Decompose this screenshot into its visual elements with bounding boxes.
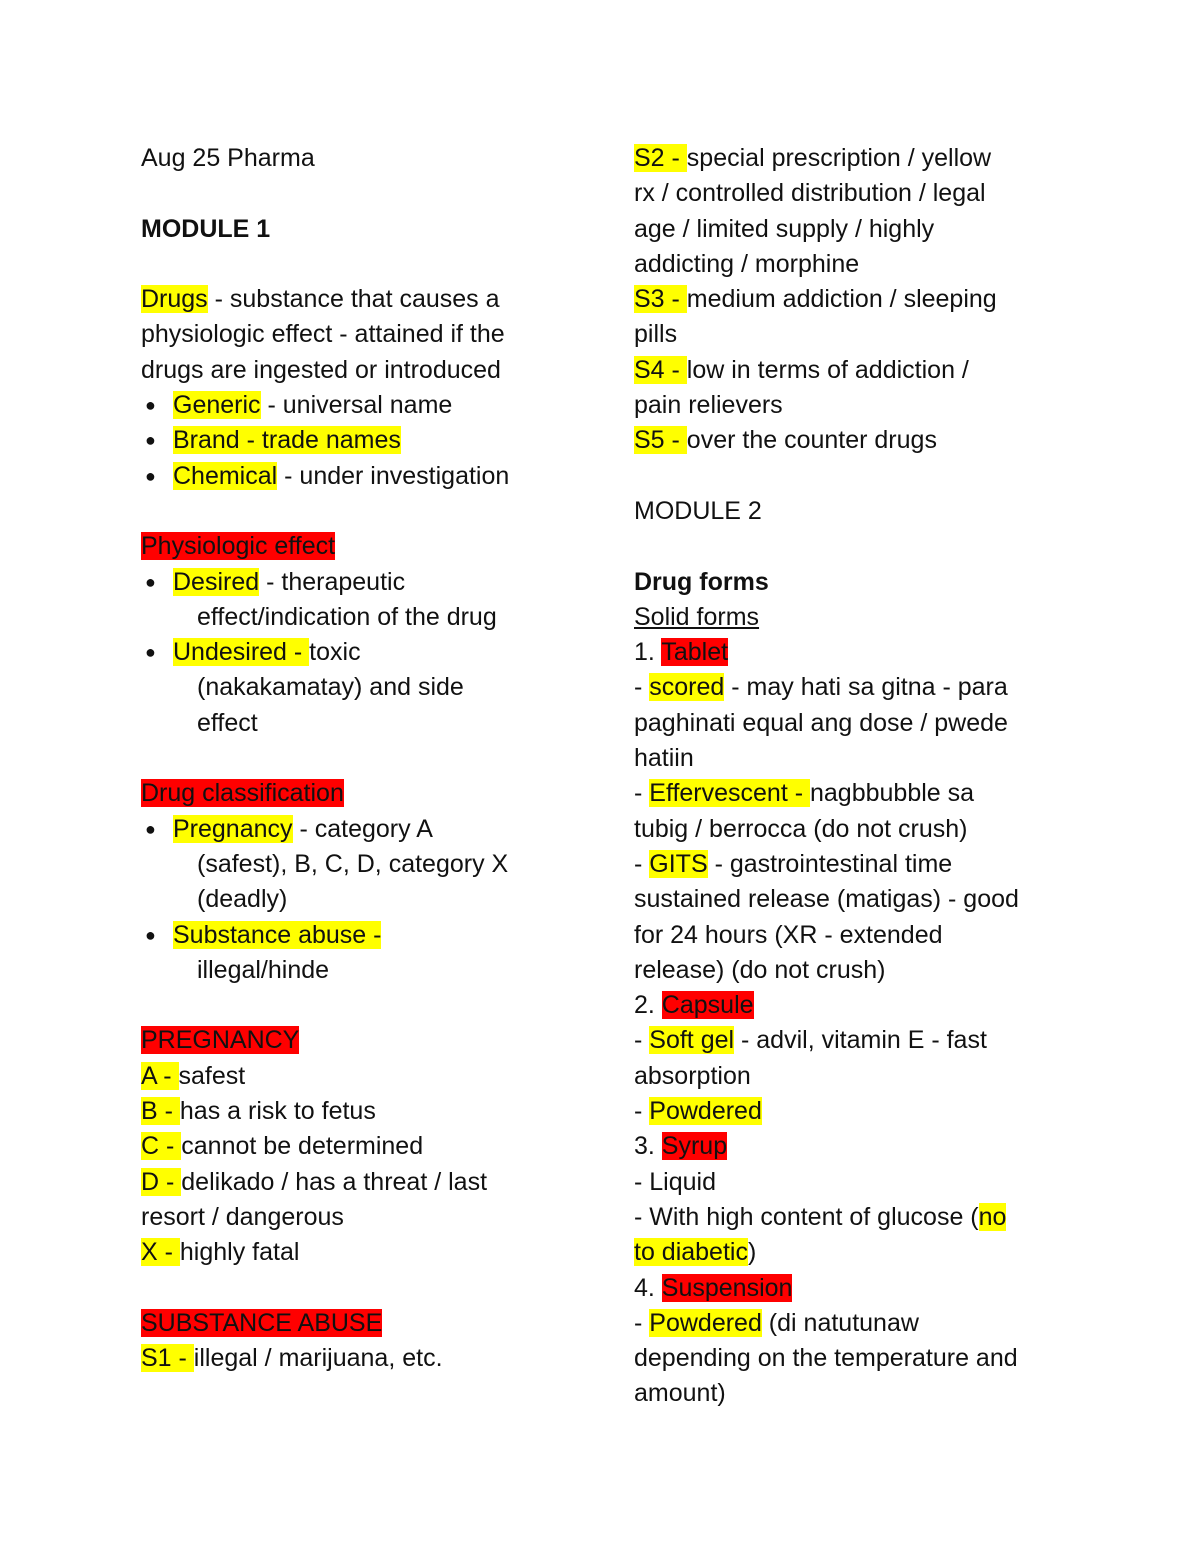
page-title: Aug 25 Pharma	[141, 144, 315, 172]
capsule-powdered: - Powdered	[634, 1097, 762, 1126]
pregnancy-item-x: X - highly fatal	[141, 1238, 300, 1267]
bullet-pregnancy: ● Pregnancy - category A	[141, 812, 591, 847]
module-1-heading: MODULE 1	[141, 214, 271, 243]
undesired-cont-1: (nakakamatay) and side	[197, 673, 464, 702]
bullet-substance-abuse: ● Substance abuse -	[141, 918, 591, 953]
bullet-undesired: ● Undesired - toxic	[141, 635, 591, 670]
tablet-gits-line-2: sustained release (matigas) - good	[634, 885, 1019, 914]
schedule-s2-line-4: addicting / morphine	[634, 249, 860, 278]
tablet-gits-line-3: for 24 hours (XR - extended	[634, 920, 943, 949]
pregnancy-item-c: C - cannot be determined	[141, 1132, 424, 1161]
drug-forms-heading: Drug forms	[634, 567, 769, 596]
bullet-chemical: ● Chemical - under investigation	[141, 459, 591, 494]
drug-classification-heading: Drug classification	[141, 779, 344, 808]
schedule-s2: S2 - special prescription / yellow	[634, 144, 992, 172]
suspension-powdered: - Powdered (di natutunaw	[634, 1308, 919, 1337]
tablet-scored-line-3: hatiin	[634, 744, 694, 773]
form-capsule: 2. Capsule	[634, 991, 754, 1020]
drugs-definition: Drugs - substance that causes a	[141, 285, 500, 314]
form-tablet: 1. Tablet	[634, 638, 729, 667]
schedule-s1: S1 - illegal / marijuana, etc.	[141, 1344, 443, 1373]
schedule-s3-line-2: pills	[634, 320, 678, 349]
bullet-icon: ●	[145, 571, 156, 592]
bullet-icon: ●	[145, 430, 156, 451]
bullet-desired: ● Desired - therapeutic	[141, 565, 591, 600]
desired-cont: effect/indication of the drug	[197, 602, 497, 631]
tablet-scored: - scored - may hati sa gitna - para	[634, 673, 1008, 702]
left-column	[141, 141, 591, 1376]
module-2-heading: MODULE 2	[634, 496, 762, 525]
tablet-effervescent-line-2: tubig / berrocca (do not crush)	[634, 814, 968, 843]
pregnancy-heading: PREGNANCY	[141, 1026, 300, 1055]
syrup-liquid: - Liquid	[634, 1167, 716, 1196]
form-suspension: 4. Suspension	[634, 1273, 793, 1302]
bullet-icon: ●	[145, 818, 156, 839]
undesired-cont-2: effect	[197, 708, 258, 737]
pregnancy-item-b: B - has a risk to fetus	[141, 1097, 376, 1126]
drugs-definition-line-3: drugs are ingested or introduced	[141, 355, 501, 384]
syrup-glucose-line-2: to diabetic)	[634, 1238, 757, 1267]
suspension-powdered-line-2: depending on the temperature and	[634, 1344, 1018, 1373]
physiologic-effect-heading: Physiologic effect	[141, 532, 336, 561]
right-column	[634, 141, 1074, 1412]
tablet-effervescent: - Effervescent - nagbbubble sa	[634, 779, 975, 808]
solid-forms-subheading: Solid forms	[634, 602, 760, 631]
form-syrup: 3. Syrup	[634, 1132, 728, 1161]
bullet-icon: ●	[145, 395, 156, 416]
tablet-gits: - GITS - gastrointestinal time	[634, 849, 953, 878]
pregnancy-cont-2: (deadly)	[197, 885, 288, 914]
schedule-s4: S4 - low in terms of addiction /	[634, 355, 969, 384]
bullet-brand: ● Brand - trade names	[141, 423, 591, 458]
schedule-s2-line-2: rx / controlled distribution / legal	[634, 179, 986, 208]
schedule-s4-line-2: pain relievers	[634, 391, 783, 420]
syrup-glucose: - With high content of glucose (no	[634, 1202, 1007, 1231]
substance-abuse-heading: SUBSTANCE ABUSE	[141, 1308, 383, 1337]
suspension-powdered-line-3: amount)	[634, 1379, 726, 1408]
bullet-generic: ● Generic - universal name	[141, 388, 591, 423]
substance-abuse-cont: illegal/hinde	[197, 955, 330, 984]
bullet-icon: ●	[145, 924, 156, 945]
schedule-s5: S5 - over the counter drugs	[634, 426, 937, 455]
schedule-s2-line-3: age / limited supply / highly	[634, 214, 935, 243]
capsule-soft-gel: - Soft gel - advil, vitamin E - fast	[634, 1026, 987, 1055]
pregnancy-item-d-cont: resort / dangerous	[141, 1202, 344, 1231]
pregnancy-item-d: D - delikado / has a threat / last	[141, 1167, 488, 1196]
drugs-definition-line-2: physiologic effect - attained if the	[141, 320, 505, 349]
tablet-gits-line-4: release) (do not crush)	[634, 955, 886, 984]
drugs-term: Drugs	[141, 285, 208, 314]
pregnancy-cont-1: (safest), B, C, D, category X	[197, 849, 509, 878]
schedule-s3: S3 - medium addiction / sleeping	[634, 285, 997, 314]
pregnancy-item-a: A - safest	[141, 1061, 246, 1090]
bullet-icon: ●	[145, 465, 156, 486]
bullet-icon: ●	[145, 642, 156, 663]
capsule-soft-gel-line-2: absorption	[634, 1061, 751, 1090]
tablet-scored-line-2: paghinati equal ang dose / pwede	[634, 708, 1008, 737]
